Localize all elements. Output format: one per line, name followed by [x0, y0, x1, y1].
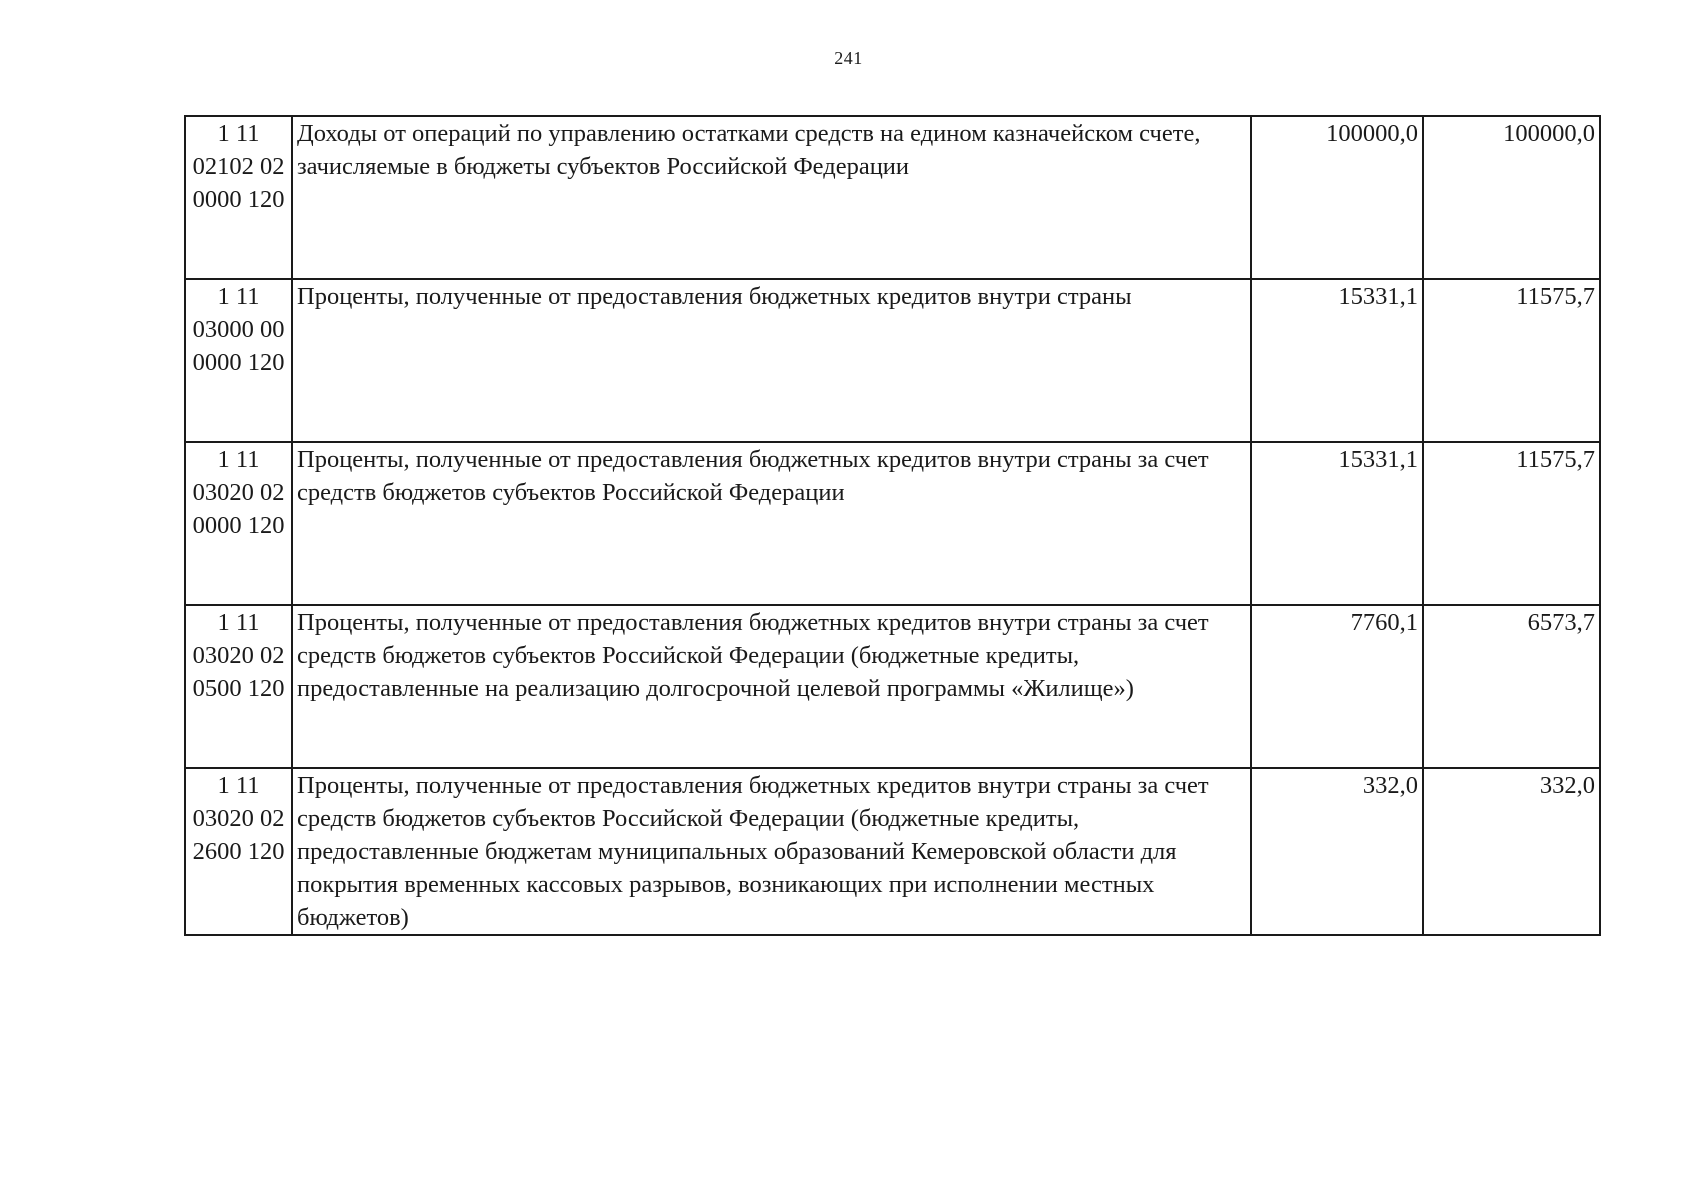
amount-column-2: 11575,7 [1423, 442, 1600, 605]
revenue-name: Проценты, полученные от предоставления бюджетных кредитов внутри страны [292, 279, 1251, 442]
amount-column-2: 100000,0 [1423, 116, 1600, 279]
revenue-code: 1 11 03000 00 0000 120 [185, 279, 292, 442]
table-row [185, 605, 1600, 768]
revenue-name: Проценты, полученные от предоставления бюджетных кредитов внутри страны за счет средств бюджетов субъектов Российской Федерации [292, 442, 1251, 605]
table-row [185, 768, 1600, 935]
amount-column-1: 15331,1 [1251, 442, 1423, 605]
budget-revenue-table [184, 115, 1601, 936]
table-row [185, 442, 1600, 605]
amount-column-1: 15331,1 [1251, 279, 1423, 442]
revenue-code: 1 11 03020 02 2600 120 [185, 768, 292, 935]
amount-column-2: 332,0 [1423, 768, 1600, 935]
amount-column-2: 6573,7 [1423, 605, 1600, 768]
page-number: 241 [834, 48, 863, 68]
revenue-code: 1 11 02102 02 0000 120 [185, 116, 292, 279]
table-row [185, 279, 1600, 442]
amount-column-1: 100000,0 [1251, 116, 1423, 279]
amount-column-1: 7760,1 [1251, 605, 1423, 768]
amount-column-2: 11575,7 [1423, 279, 1600, 442]
table-row [185, 116, 1600, 279]
revenue-name: Проценты, полученные от предоставления бюджетных кредитов внутри страны за счет средств бюджетов субъектов Российской Федерации (бюджетные кредиты, предоставленные на реализацию долгосрочной целевой программы «Жилище») [292, 605, 1251, 768]
revenue-name: Проценты, полученные от предоставления бюджетных кредитов внутри страны за счет средств бюджетов субъектов Российской Федерации (бюджетные кредиты, предоставленные бюджетам муниципальных образований Кемеровской области для покрытия временных кассовых разрывов, возникающих при исполнении местных бюджетов) [292, 768, 1251, 935]
revenue-code: 1 11 03020 02 0000 120 [185, 442, 292, 605]
revenue-code: 1 11 03020 02 0500 120 [185, 605, 292, 768]
revenue-name: Доходы от операций по управлению остатками средств на едином казначейском счете, зачисляемые в бюджеты субъектов Российской Федерации [292, 116, 1251, 279]
amount-column-1: 332,0 [1251, 768, 1423, 935]
